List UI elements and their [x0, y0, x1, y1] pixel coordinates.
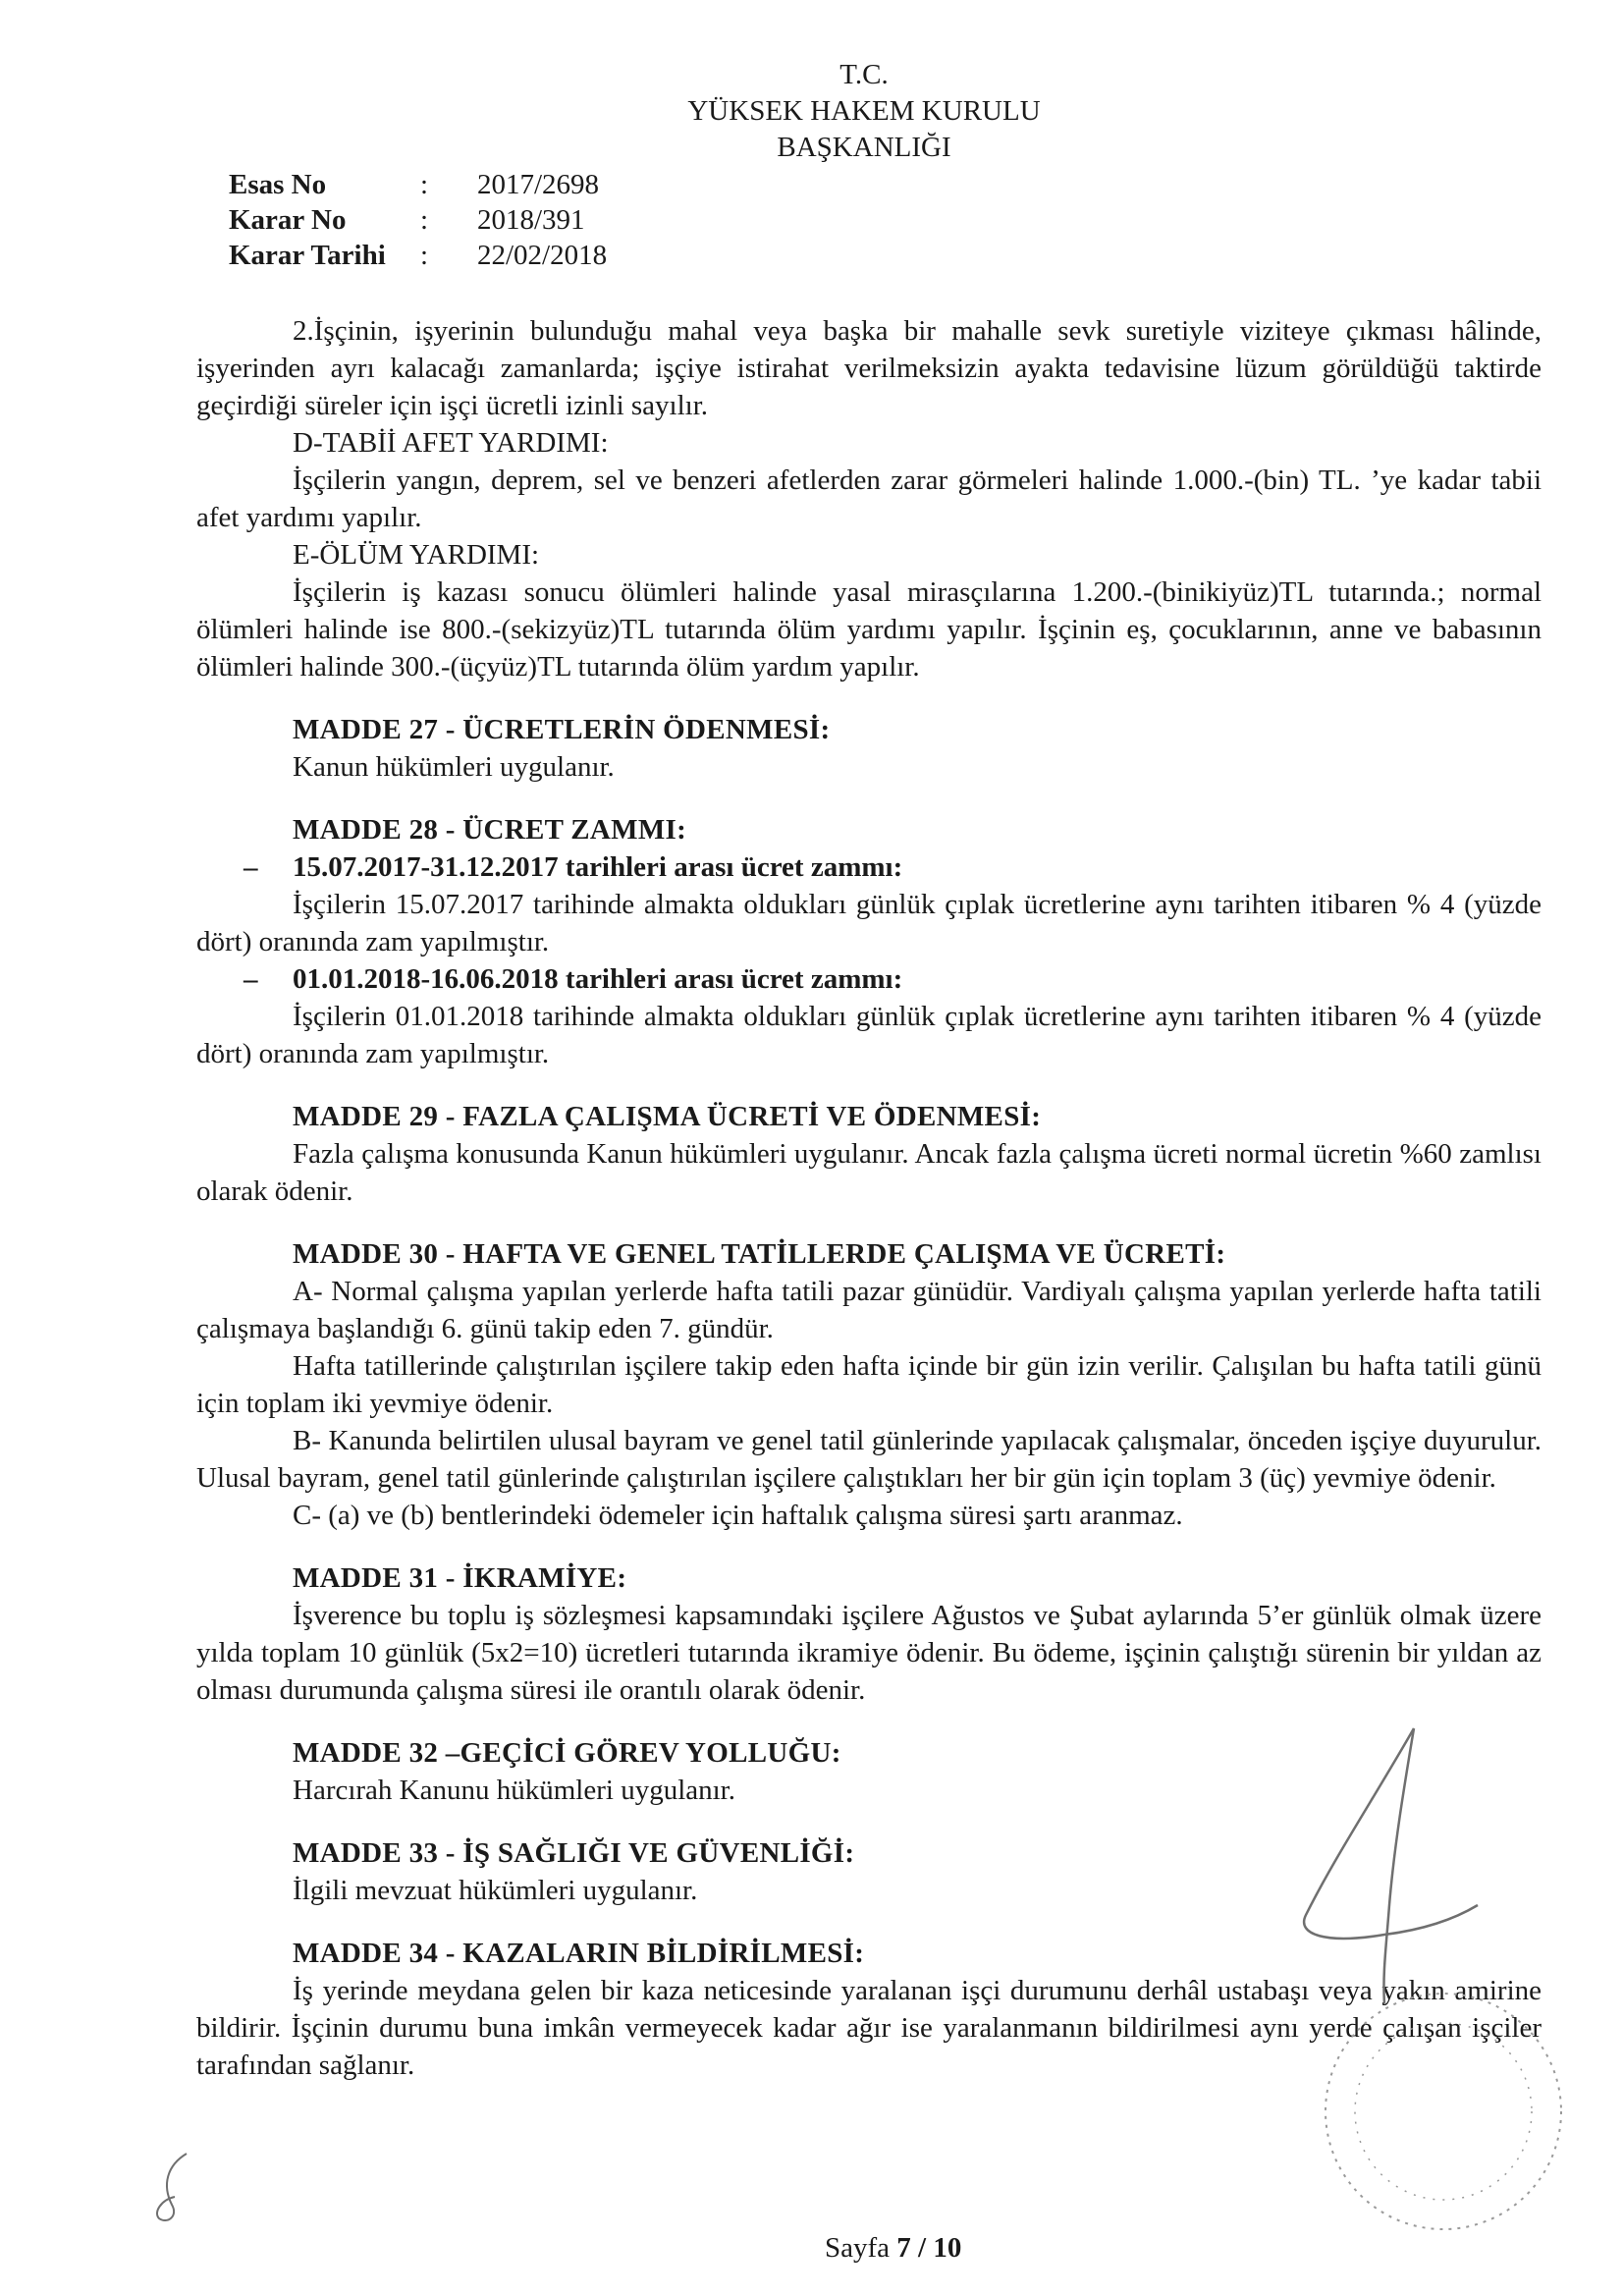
case-number-value: 2017/2698 [477, 169, 600, 200]
header-republic: T.C. [839, 59, 889, 90]
article-28-title: MADDE 28 - ÜCRET ZAMMI: [293, 814, 687, 846]
raise-period-1-title [196, 848, 1542, 886]
page-total: 10 [933, 2232, 962, 2264]
margin-initial [147, 2146, 206, 2234]
death-aid-heading: E-ÖLÜM YARDIMI: [293, 539, 540, 571]
colon: : [420, 169, 429, 200]
case-number-row [229, 167, 607, 202]
page-separator: / [918, 2232, 927, 2264]
decision-number-value: 2018/391 [477, 204, 585, 236]
article-30-clause-c: C- (a) ve (b) bentlerindeki ödemeler için haftalık çalışma süresi şartı aranmaz. [293, 1500, 1183, 1531]
article-34-title: MADDE 34 - KAZALARIN BİLDİRİLMESİ: [293, 1938, 865, 1969]
decision-date-label: Karar Tarihi [229, 240, 386, 271]
dash-bullet: – [243, 963, 258, 995]
article-30-clause-b: B- Kanunda belirtilen ulusal bayram ve genel tatil günlerinde yapılacak çalışmalar, önceden işçiye duyurulur. Ulusal bayram, genel tatil günlerinde çalıştırılan işçilere çalıştıkları her bir gün için toplam 3 (üç) yevmiye ödenir. [196, 1425, 1542, 1494]
header-institution: YÜKSEK HAKEM KURULU [687, 95, 1041, 127]
article-34-text: İş yerinde meydana gelen bir kaza neticesinde yaralanan işçi durumunu derhâl ustabaşı veya yakın amirine bildirir. İşçinin durumu buna imkân vermeyecek kadar ağır ise yaralanmanın bildirilmesi aynı yerde çalışan işçiler tarafından sağlanır. [196, 1975, 1542, 2081]
disaster-aid-heading: D-TABİİ AFET YARDIMI: [293, 427, 609, 459]
colon: : [420, 204, 429, 236]
raise-period-1-label: 15.07.2017-31.12.2017 tarihleri arası ücret zammı: [293, 851, 903, 883]
article-29-title: MADDE 29 - FAZLA ÇALIŞMA ÜCRETİ VE ÖDENMESİ: [293, 1101, 1042, 1132]
case-info [229, 167, 607, 273]
dash-bullet: – [243, 851, 258, 883]
raise-period-2-title [196, 960, 1542, 998]
raise-period-1-text: İşçilerin 15.07.2017 tarihinde almakta oldukları günlük çıplak ücretlerine aynı tarihten itibaren % 4 (yüzde dört) oranında zam yapılmıştır. [196, 889, 1542, 957]
article-27-title: MADDE 27 - ÜCRETLERİN ÖDENMESİ: [293, 714, 831, 745]
page-number [825, 2232, 961, 2265]
document-header [589, 57, 1139, 166]
colon: : [420, 240, 429, 271]
header-office: BAŞKANLIĞI [777, 132, 951, 163]
death-aid-text: İşçilerin iş kazası sonucu ölümleri halinde yasal mirasçılarına 1.200.-(binikiyüz)TL tutarında.; normal ölümleri halinde ise 800.-(sekizyüz)TL tutarında ölüm yardımı yapılır. İşçinin eş, çocuklarının, anne ve babasının ölümleri halinde 300.-(üçyüz)TL tutarında ölüm yardım yapılır. [196, 576, 1542, 683]
article-27-text: Kanun hükümleri uygulanır. [293, 751, 615, 783]
article-32-title: MADDE 32 –GEÇİCİ GÖREV YOLLUĞU: [293, 1737, 841, 1769]
article-31-title: MADDE 31 - İKRAMİYE: [293, 1562, 627, 1594]
article-31-text: İşverence bu toplu iş sözleşmesi kapsamındaki işçilere Ağustos ve Şubat aylarında 5’er günlük olmak üzere yılda toplam 10 günlük (5x2=10) ücretleri tutarında ikramiye ödenir. Bu ödeme, işçinin çalıştığı sürenin bir yıldan az olması durumunda çalışma süresi ile orantılı olarak ödenir. [196, 1600, 1542, 1706]
page-current: 7 [896, 2232, 911, 2264]
page-label: Sayfa [825, 2232, 891, 2264]
raise-period-2-text: İşçilerin 01.01.2018 tarihinde almakta oldukları günlük çıplak ücretlerine aynı tarihten itibaren % 4 (yüzde dört) oranında zam yapılmıştır. [196, 1001, 1542, 1069]
article-29-text: Fazla çalışma konusunda Kanun hükümleri uygulanır. Ancak fazla çalışma ücreti normal ücretin %60 zamlısı olarak ödenir. [196, 1138, 1542, 1207]
article-30-clause-a: A- Normal çalışma yapılan yerlerde hafta tatili pazar günüdür. Vardiyalı çalışma yapılan yerlerde hafta tatili çalışmaya başlandığı 6. günü takip eden 7. gündür. [196, 1276, 1542, 1344]
paragraph-sick-leave: 2.İşçinin, işyerinin bulunduğu mahal veya başka bir mahalle sevk suretiyle viziteye çıkması hâlinde, işyerinden ayrı kalacağı zamanlarda; işçiye istirahat verilmeksizin ayakta tedavisine lüzum görüldüğü taktirde geçirdiği süreler için işçi ücretli izinli sayılır. [196, 315, 1542, 421]
article-33-text: İlgili mevzuat hükümleri uygulanır. [293, 1875, 698, 1906]
case-number-label: Esas No [229, 169, 327, 200]
initial-stroke [157, 2154, 187, 2220]
document-body [196, 312, 1542, 2084]
article-30-title: MADDE 30 - HAFTA VE GENEL TATİLLERDE ÇALIŞMA VE ÜCRETİ: [293, 1238, 1226, 1270]
article-33-title: MADDE 33 - İŞ SAĞLIĞI VE GÜVENLİĞİ: [293, 1837, 855, 1869]
article-30-clause-a-cont: Hafta tatillerinde çalıştırılan işçilere takip eden hafta içinde bir gün izin verilir. Çalışılan bu hafta tatili günü için toplam iki yevmiye ödenir. [196, 1350, 1542, 1419]
decision-number-label: Karar No [229, 204, 347, 236]
decision-number-row [229, 202, 607, 238]
decision-date-value: 22/02/2018 [477, 240, 608, 271]
article-32-text: Harcırah Kanunu hükümleri uygulanır. [293, 1775, 735, 1806]
disaster-aid-text: İşçilerin yangın, deprem, sel ve benzeri afetlerden zarar görmeleri halinde 1.000.-(bin) TL. ’ye kadar tabii afet yardımı yapılır. [196, 465, 1542, 533]
raise-period-2-label: 01.01.2018-16.06.2018 tarihleri arası ücret zammı: [293, 963, 903, 995]
decision-date-row [229, 238, 607, 273]
